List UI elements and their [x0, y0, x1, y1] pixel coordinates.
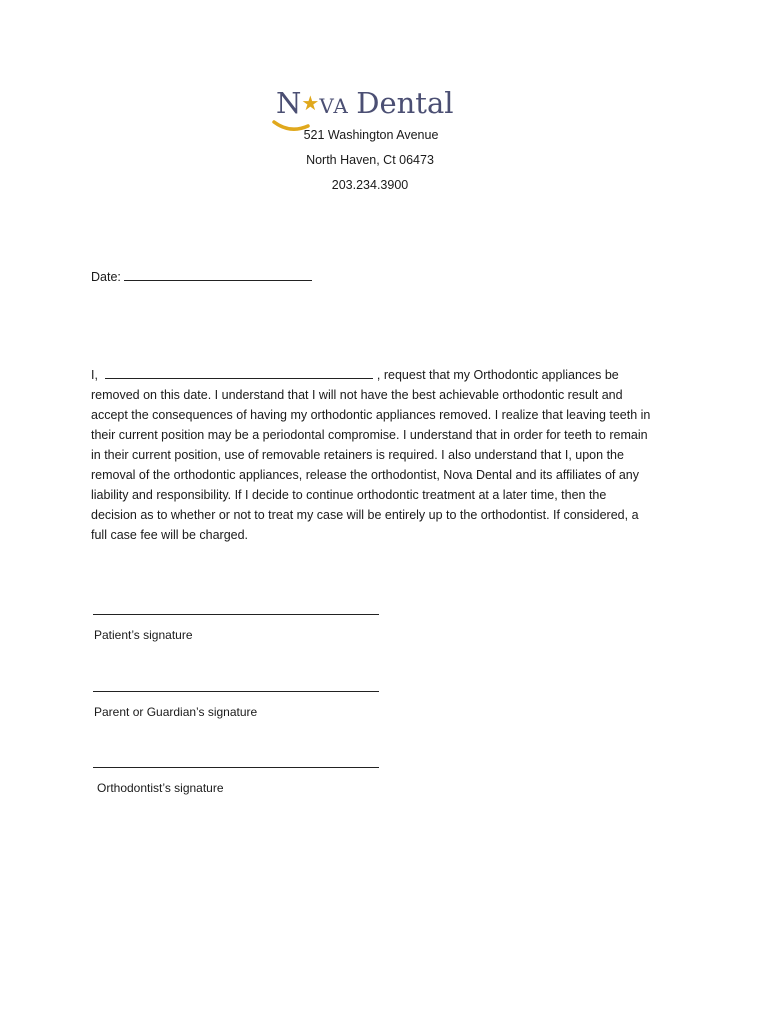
paragraph-line: removed on this date. I understand that I will not have the best achievable orthodontic result and	[91, 388, 623, 402]
patient-signature-line[interactable]	[93, 614, 379, 615]
star-icon: ★	[301, 91, 320, 115]
guardian-signature-line[interactable]	[93, 691, 379, 692]
guardian-signature-label: Parent or Guardian’s signature	[94, 705, 258, 719]
paragraph-line: removal of the orthodontic appliances, release the orthodontist, Nova Dental and its affiliates of any	[91, 468, 640, 482]
paragraph-line: decision as to whether or not to treat my case will be entirely up to the orthodontist. If considered, a	[91, 508, 639, 522]
paragraph-line: liability and responsibility. If I decide to continue orthodontic treatment at a later time, then the	[91, 488, 607, 502]
address-street: 521 Washington Avenue	[303, 128, 439, 142]
date-row	[91, 269, 312, 284]
consent-paragraph	[91, 365, 691, 545]
orthodontist-signature-line[interactable]	[93, 767, 379, 768]
address-city: North Haven, Ct 06473	[306, 153, 434, 167]
date-label: Date:	[91, 270, 121, 284]
orthodontist-signature-label: Orthodontist’s signature	[97, 781, 224, 795]
name-field[interactable]	[105, 367, 373, 379]
address-phone: 203.234.3900	[331, 178, 409, 192]
patient-signature-label: Patient’s signature	[94, 628, 193, 642]
paragraph-first-line: I, , request that my Orthodontic appliances be	[91, 368, 619, 382]
logo-wordmark: N★VA Dental	[276, 86, 454, 120]
paragraph-line: their current position may be a periodontal compromise. I understand that in order for teeth to remain	[91, 428, 648, 442]
paragraph-line: full case fee will be charged.	[91, 528, 249, 542]
date-field[interactable]	[124, 269, 312, 281]
paragraph-line: in their current position, use of removable retainers is required. I also understand that I, upon the	[91, 448, 624, 462]
paragraph-line: accept the consequences of having my orthodontic appliances removed. I realize that leaving teeth in	[91, 408, 651, 422]
